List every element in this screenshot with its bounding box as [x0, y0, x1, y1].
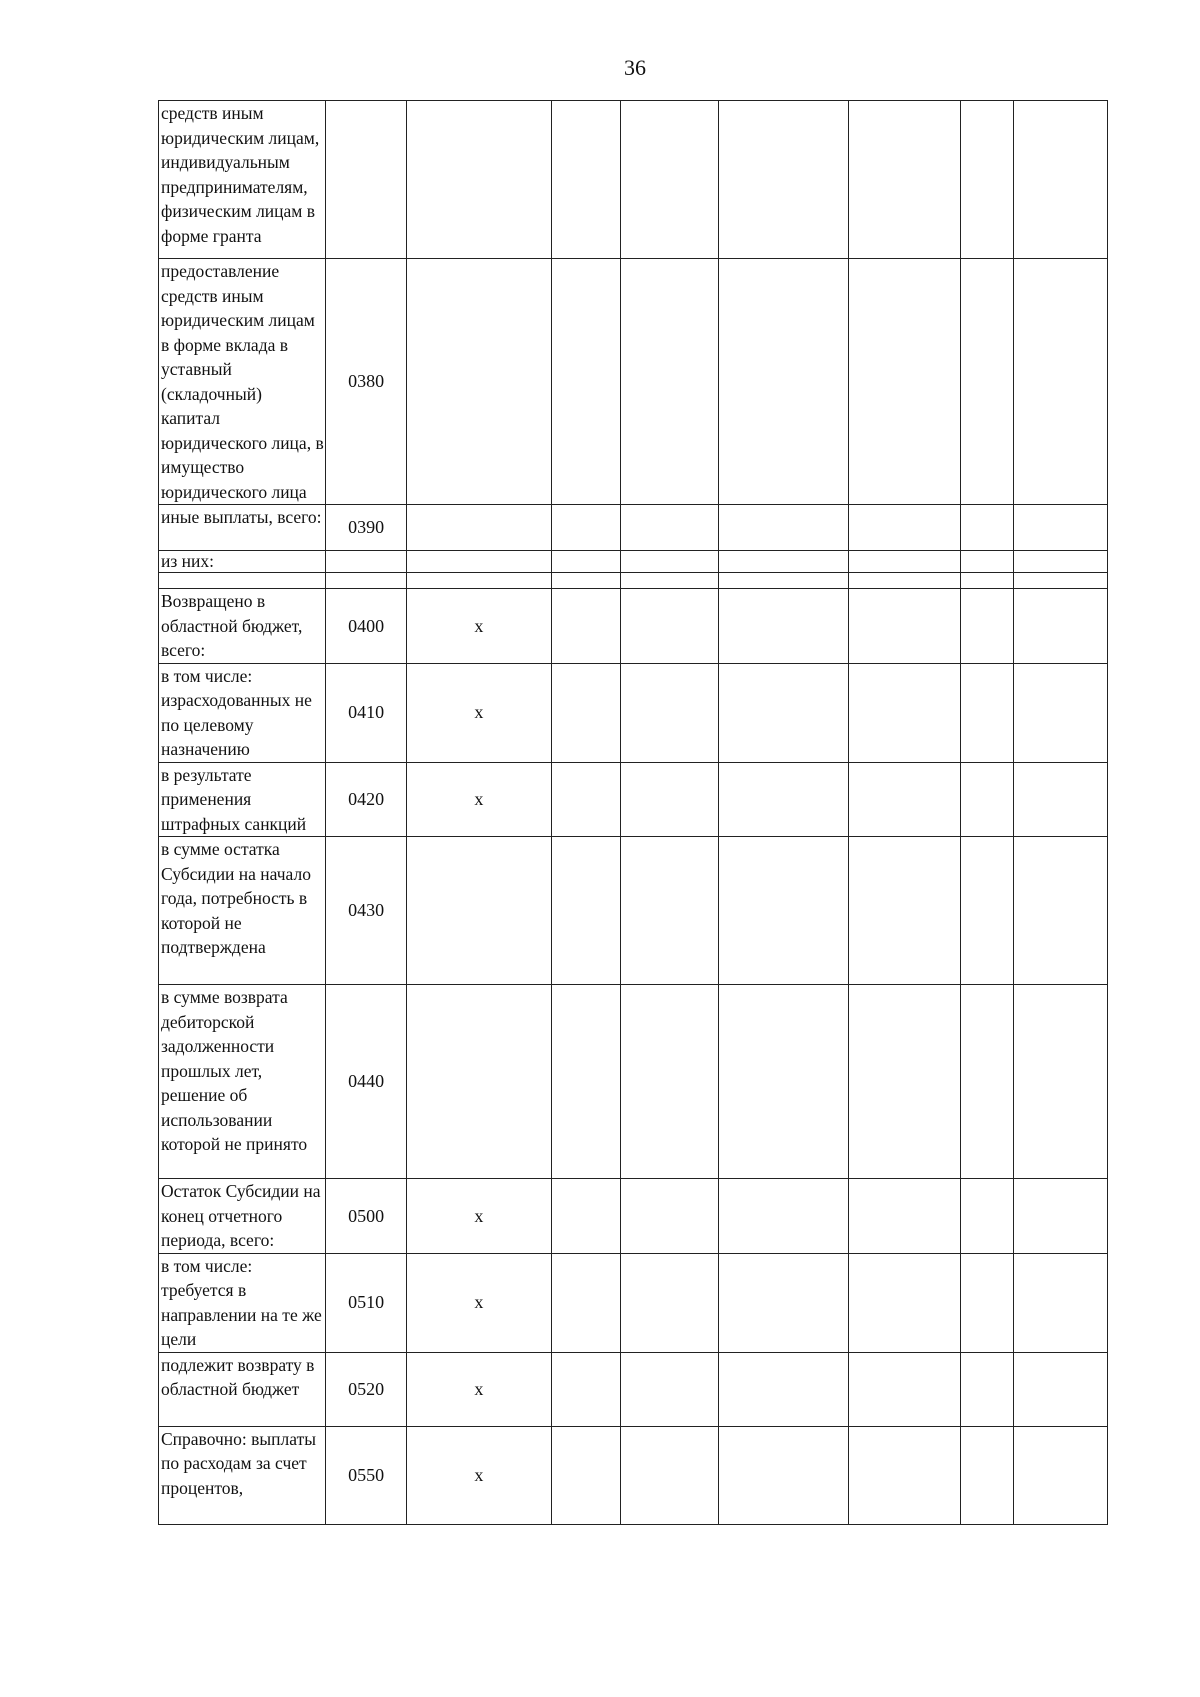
row-mark: x — [406, 1426, 551, 1524]
table-cell — [719, 762, 849, 837]
page-number: 36 — [624, 55, 646, 80]
table-cell — [621, 573, 719, 589]
table-cell — [719, 1352, 849, 1426]
table-cell — [1014, 505, 1108, 551]
row-label: средств иным юридическим лицам, индивидуальным предпринимателям, физическим лицам в форме гранта — [159, 101, 326, 259]
table-cell — [551, 259, 620, 505]
table-cell — [551, 762, 620, 837]
table-cell — [848, 505, 960, 551]
table-cell — [960, 505, 1014, 551]
table-row — [159, 762, 1108, 837]
row-code: 0500 — [326, 1179, 406, 1254]
table-cell — [621, 505, 719, 551]
row-mark — [406, 985, 551, 1179]
table-cell — [848, 762, 960, 837]
table-cell — [551, 573, 620, 589]
row-mark: x — [406, 762, 551, 837]
row-label — [159, 573, 326, 589]
row-label: в том числе: требуется в направлении на те же цели — [159, 1253, 326, 1352]
table-cell — [960, 762, 1014, 837]
row-code — [326, 573, 406, 589]
table-row — [159, 663, 1108, 762]
table-cell — [960, 101, 1014, 259]
table-cell — [621, 589, 719, 664]
table-cell — [1014, 259, 1108, 505]
table-cell — [848, 101, 960, 259]
table-cell — [719, 573, 849, 589]
table-cell — [1014, 1253, 1108, 1352]
table-cell — [551, 1426, 620, 1524]
table-cell — [719, 985, 849, 1179]
table-cell — [848, 663, 960, 762]
table-cell — [621, 985, 719, 1179]
table-cell — [1014, 573, 1108, 589]
table-cell — [621, 551, 719, 573]
table-cell — [551, 1179, 620, 1254]
table-cell — [960, 985, 1014, 1179]
table-cell — [848, 573, 960, 589]
table-row — [159, 985, 1108, 1179]
row-code: 0510 — [326, 1253, 406, 1352]
row-mark — [406, 505, 551, 551]
table-cell — [960, 663, 1014, 762]
row-mark — [406, 837, 551, 985]
table-cell — [551, 1253, 620, 1352]
table-row — [159, 101, 1108, 259]
table-cell — [1014, 837, 1108, 985]
table-cell — [551, 551, 620, 573]
table-cell — [848, 1179, 960, 1254]
table-row — [159, 1352, 1108, 1426]
table-cell — [848, 1426, 960, 1524]
table-cell — [960, 551, 1014, 573]
row-code: 0410 — [326, 663, 406, 762]
table-cell — [1014, 985, 1108, 1179]
table-cell — [551, 589, 620, 664]
table-cell — [960, 589, 1014, 664]
table-cell — [551, 101, 620, 259]
table-cell — [551, 837, 620, 985]
table-cell — [848, 551, 960, 573]
row-code: 0550 — [326, 1426, 406, 1524]
table-cell — [551, 985, 620, 1179]
table-cell — [719, 1253, 849, 1352]
table-cell — [1014, 1179, 1108, 1254]
table-cell — [1014, 762, 1108, 837]
row-mark: x — [406, 1352, 551, 1426]
row-code: 0420 — [326, 762, 406, 837]
table-cell — [621, 259, 719, 505]
table-cell — [621, 837, 719, 985]
table-cell — [719, 1179, 849, 1254]
row-code: 0430 — [326, 837, 406, 985]
row-mark — [406, 573, 551, 589]
table-cell — [1014, 663, 1108, 762]
row-code: 0400 — [326, 589, 406, 664]
table-cell — [848, 985, 960, 1179]
table-cell — [621, 1179, 719, 1254]
row-label: в том числе: израсходованных не по целевому назначению — [159, 663, 326, 762]
table-cell — [551, 505, 620, 551]
row-mark — [406, 101, 551, 259]
row-label: из них: — [159, 551, 326, 573]
row-code: 0440 — [326, 985, 406, 1179]
table-cell — [621, 1352, 719, 1426]
table-cell — [551, 1352, 620, 1426]
row-mark: x — [406, 1179, 551, 1254]
row-label: Возвращено в областной бюджет, всего: — [159, 589, 326, 664]
row-label: подлежит возврату в областной бюджет — [159, 1352, 326, 1426]
table-cell — [719, 1426, 849, 1524]
table-cell — [621, 663, 719, 762]
table-cell — [848, 1253, 960, 1352]
table-row — [159, 573, 1108, 589]
table-row — [159, 259, 1108, 505]
table-cell — [848, 837, 960, 985]
row-label: Остаток Субсидии на конец отчетного периода, всего: — [159, 1179, 326, 1254]
table-cell — [1014, 1352, 1108, 1426]
row-label: иные выплаты, всего: — [159, 505, 326, 551]
table-cell — [848, 589, 960, 664]
table-cell — [621, 762, 719, 837]
table-row — [159, 837, 1108, 985]
row-code — [326, 101, 406, 259]
table-row — [159, 589, 1108, 664]
table-cell — [1014, 1426, 1108, 1524]
table-cell — [621, 101, 719, 259]
table-row — [159, 1179, 1108, 1254]
row-mark: x — [406, 1253, 551, 1352]
table-cell — [621, 1426, 719, 1524]
table-row — [159, 1426, 1108, 1524]
table-cell — [719, 589, 849, 664]
row-mark — [406, 259, 551, 505]
table-cell — [719, 101, 849, 259]
row-code — [326, 551, 406, 573]
row-mark: x — [406, 589, 551, 664]
table-row — [159, 551, 1108, 573]
row-label: в результате применения штрафных санкций — [159, 762, 326, 837]
row-label: в сумме остатка Субсидии на начало года, потребность в которой не подтверждена — [159, 837, 326, 985]
row-code: 0520 — [326, 1352, 406, 1426]
table-cell — [960, 837, 1014, 985]
table-cell — [1014, 551, 1108, 573]
table-row — [159, 505, 1108, 551]
row-mark: x — [406, 663, 551, 762]
table-cell — [960, 1426, 1014, 1524]
row-code: 0390 — [326, 505, 406, 551]
table-cell — [960, 1179, 1014, 1254]
row-label: Справочно: выплаты по расходам за счет процентов, — [159, 1426, 326, 1524]
row-label: в сумме возврата дебиторской задолженности прошлых лет, решение об использовании которой не принято — [159, 985, 326, 1179]
row-mark — [406, 551, 551, 573]
table-cell — [719, 663, 849, 762]
table-cell — [621, 1253, 719, 1352]
table-cell — [960, 259, 1014, 505]
table-cell — [1014, 101, 1108, 259]
table-cell — [719, 505, 849, 551]
table-cell — [960, 573, 1014, 589]
table-cell — [719, 837, 849, 985]
row-code: 0380 — [326, 259, 406, 505]
table-cell — [960, 1253, 1014, 1352]
table-cell — [719, 259, 849, 505]
table-cell — [719, 551, 849, 573]
table-cell — [848, 1352, 960, 1426]
table-cell — [1014, 589, 1108, 664]
table-row — [159, 1253, 1108, 1352]
table-cell — [848, 259, 960, 505]
table-cell — [960, 1352, 1014, 1426]
report-table — [158, 100, 1108, 1525]
table-cell — [551, 663, 620, 762]
row-label: предоставление средств иным юридическим лицам в форме вклада в уставный (складочный) капитал юридического лица, в имущество юридического лица — [159, 259, 326, 505]
